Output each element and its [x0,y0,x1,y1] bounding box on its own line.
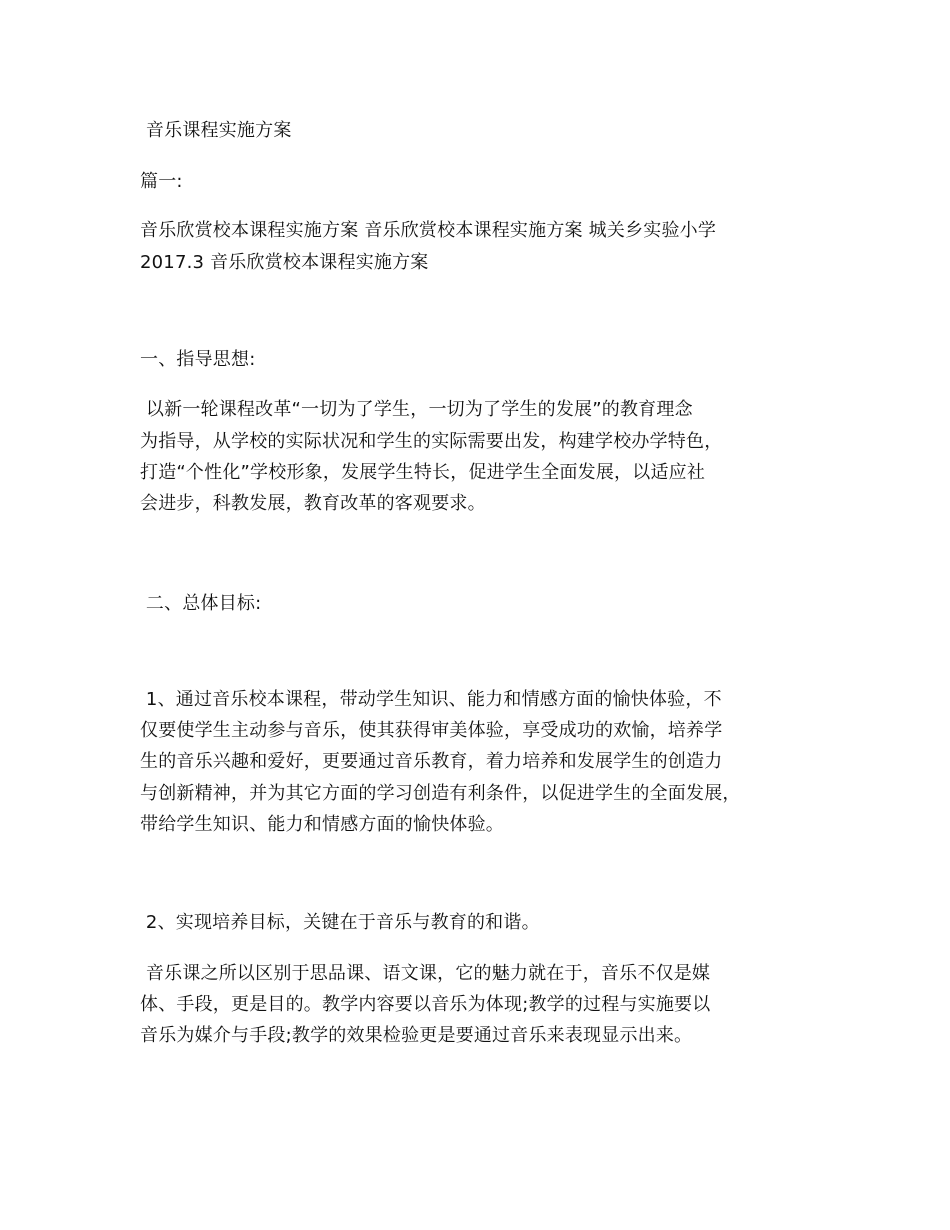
section2-heading: 二、总体目标: [140,593,262,614]
intro-line: 音乐欣赏校本课程实施方案 音乐欣赏校本课程实施方案 城关乡实验小学 [140,220,717,241]
intro-line: 2017.3 音乐欣赏校本课程实施方案 [140,252,429,273]
section1-line: 打造“个性化”学校形象，发展学生特长，促进学生全面发展，以适应社 [140,462,706,483]
section2-item1-line: 生的音乐兴趣和爱好，更要通过音乐教育，着力培养和发展学生的创造力 [140,751,723,772]
section2-item1-line: 仅要使学生主动参与音乐，使其获得审美体验，享受成功的欢愉，培养学 [140,720,723,741]
section1-line: 会进步，科教发展，教育改革的客观要求。 [140,493,486,514]
section1-line: 为指导，从学校的实际状况和学生的实际需要出发，构建学校办学特色， [140,431,723,452]
section2-item2-line: 音乐课之所以区别于思品课、语文课，它的魅力就在于，音乐不仅是媒 [140,963,711,984]
section2-item2-heading: 2、实现培养目标，关键在于音乐与教育的和谐。 [140,912,540,933]
section1-line: 以新一轮课程改革“一切为了学生，一切为了学生的发展”的教育理念 [140,399,693,420]
section2-item1-line: 1、通过音乐校本课程，带动学生知识、能力和情感方面的愉快体验，不 [140,689,722,710]
section1-heading: 一、指导思想: [140,349,256,370]
document-title: 音乐课程实施方案 [140,120,292,141]
part-label: 篇一: [140,171,183,192]
section2-item1-line: 与创新精神，并为其它方面的学习创造有利条件，以促进学生的全面发展， [140,783,741,804]
section2-item2-line: 音乐为媒介与手段;教学的效果检验更是要通过音乐来表现显示出来。 [140,1025,693,1046]
section2-item2-line: 体、手段，更是目的。教学内容要以音乐为体现;教学的过程与实施要以 [140,994,711,1015]
section2-item1-line: 带给学生知识、能力和情感方面的愉快体验。 [140,814,504,835]
